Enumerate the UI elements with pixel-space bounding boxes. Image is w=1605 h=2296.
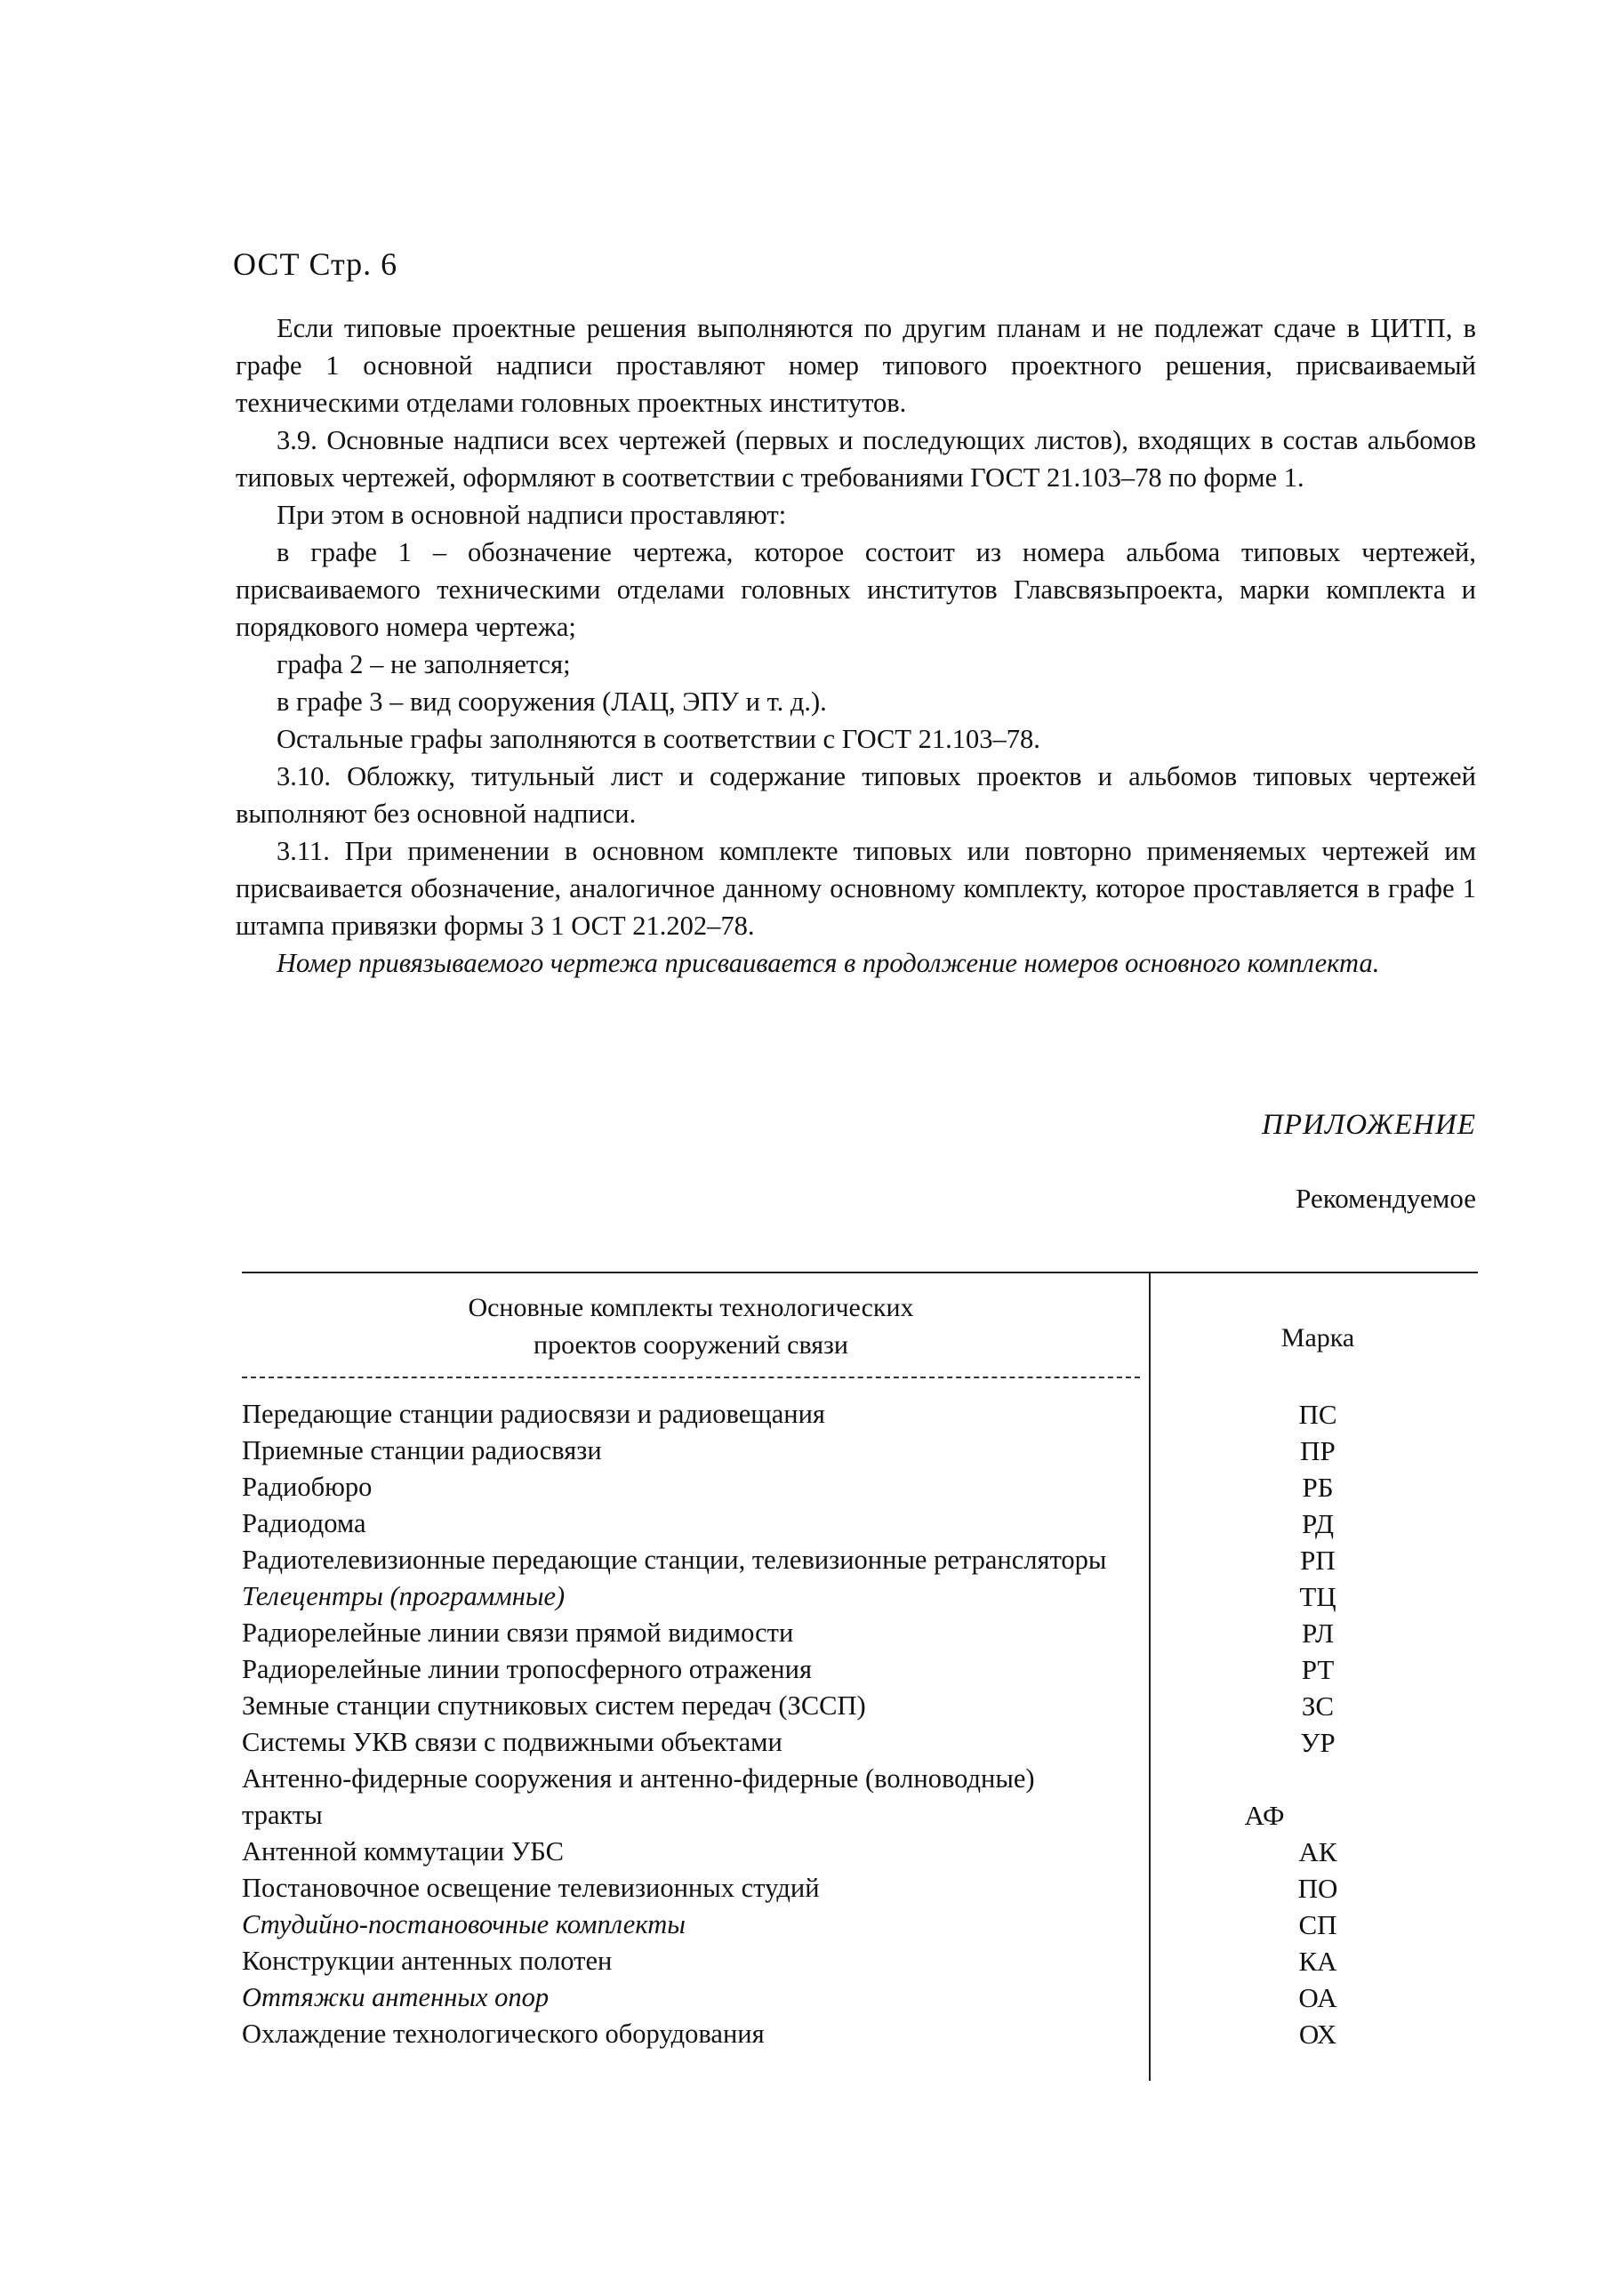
row-name: Земные станции спутниковых систем передач (ЗССП) (242, 1690, 866, 1721)
row-name: Радиобюро (242, 1472, 373, 1502)
table-header-mark: Марка (1280, 1323, 1355, 1353)
row-mark: ПР (1300, 1435, 1336, 1466)
row-name: Радиорелейные линии связи прямой видимости (242, 1618, 794, 1648)
table-row (242, 1979, 1478, 2016)
row-name: Антенной коммутации УБС (242, 1836, 564, 1867)
table-row (242, 1761, 1478, 1834)
row-name: Конструкции антенных полотен (242, 1946, 613, 1976)
table-row (242, 1688, 1478, 1724)
row-mark: ЗС (1301, 1690, 1335, 1722)
table-row (242, 1943, 1478, 1979)
row-name: Приемные станции радиосвязи (242, 1435, 602, 1465)
row-name: Охлаждение технологического оборудования (242, 2019, 765, 2049)
row-mark: РД (1301, 1508, 1335, 1539)
row-mark: РТ (1301, 1654, 1335, 1685)
row-mark: РБ (1302, 1472, 1334, 1503)
table-row (242, 1724, 1478, 1761)
table-row (242, 2016, 1478, 2052)
paragraph: в графе 3 – вид сооружения (ЛАЦ, ЭПУ и т. д.). (277, 686, 827, 717)
row-mark: ТЦ (1299, 1581, 1336, 1612)
table-row (242, 1469, 1478, 1505)
paragraph: Если типовые проектные решения выполняются по другим планам и не подлежат сдаче в ЦИТП, в графе 1 основной надписи проставляют номер типового проектного решения, присваиваемый техническими отделами головных проектных институтов. (236, 313, 1476, 418)
row-mark: АК (1298, 1836, 1337, 1867)
table-row (242, 1870, 1478, 1907)
row-name: Системы УКВ связи с подвижными объектами (242, 1727, 782, 1757)
table-row (242, 1433, 1478, 1469)
table-header-name-line1: Основные комплекты технологических (468, 1293, 914, 1322)
paragraph: Номер привязываемого чертежа присваивается в продолжение номеров основного комплекта. (277, 948, 1380, 978)
row-name: Студийно-постановочные комплекты (242, 1909, 686, 1939)
row-mark: РП (1300, 1545, 1336, 1576)
paragraph: 3.10. Обложку, титульный лист и содержание типовых проектов и альбомов типовых чертежей выполняют без основной надписи. (236, 761, 1476, 829)
body-text (236, 309, 1476, 982)
row-name: Радиорелейные линии тропосферного отражения (242, 1654, 812, 1684)
row-name: Оттяжки антенных опор (242, 1982, 550, 2012)
row-mark: РЛ (1302, 1618, 1334, 1649)
row-name: Постановочное освещение телевизионных студий (242, 1873, 820, 1903)
table-top-rule (242, 1272, 1478, 1273)
table-row (242, 1615, 1478, 1651)
table-row (242, 1396, 1478, 1433)
paragraph: 3.11. При применении в основном комплекте типовых или повторно применяемых чертежей им присваивается обозначение, аналогичное данному основному комплекту, которое проставляется в графе 1 штампа привязки формы 3 1 ОСТ 21.202–78. (236, 836, 1476, 941)
row-mark: КА (1298, 1946, 1337, 1977)
row-name: Телецентры (программные) (242, 1581, 566, 1611)
row-name: Антенно-фидерные сооружения и антенно-фидерные (волноводные) тракты (242, 1763, 1035, 1830)
row-mark: АФ (1244, 1800, 1285, 1831)
marks-table (242, 1272, 1478, 2232)
table-row (242, 1834, 1478, 1870)
paragraph: графа 2 – не заполняется; (277, 649, 571, 679)
table-body (242, 1396, 1478, 2052)
paragraph: При этом в основной надписи проставляют: (277, 500, 787, 530)
table-header-rule (242, 1377, 1140, 1378)
row-mark: ПО (1297, 1873, 1338, 1904)
table-header-name (242, 1289, 1140, 1364)
table-row (242, 1651, 1478, 1688)
table-header-name-line2: проектов сооружений связи (534, 1330, 848, 1360)
paragraph: 3.9. Основные надписи всех чертежей (первых и последующих листов), входящих в состав альбомов типовых чертежей, оформляют в соответствии с требованиями ГОСТ 21.103–78 по форме 1. (236, 425, 1476, 493)
row-name: Передающие станции радиосвязи и радиовещания (242, 1399, 825, 1429)
row-mark: УР (1300, 1727, 1336, 1758)
paragraph: Остальные графы заполняются в соответствии с ГОСТ 21.103–78. (277, 724, 1040, 754)
row-name: Радиотелевизионные передающие станции, телевизионные ретрансляторы (242, 1545, 1107, 1575)
appendix-title: ПРИЛОЖЕНИЕ (1262, 1109, 1476, 1141)
table-row (242, 1505, 1478, 1542)
row-mark: ОА (1298, 1982, 1337, 2013)
row-mark: ПС (1298, 1399, 1337, 1430)
row-name: Радиодома (242, 1508, 366, 1538)
table-row (242, 1578, 1478, 1615)
row-mark: ОХ (1298, 2019, 1337, 2050)
appendix-subtitle: Рекомендуемое (1296, 1183, 1476, 1214)
page-header: ОСТ Стр. 6 (233, 246, 398, 282)
table-row (242, 1907, 1478, 1943)
table-row (242, 1542, 1478, 1578)
paragraph: в графе 1 – обозначение чертежа, которое состоит из номера альбома типовых чертежей, присваиваемого техническими отделами головных институтов Главсвязьпроекта, марки комплекта и порядкового номера чертежа; (236, 537, 1476, 642)
row-mark: СП (1298, 1909, 1337, 1940)
